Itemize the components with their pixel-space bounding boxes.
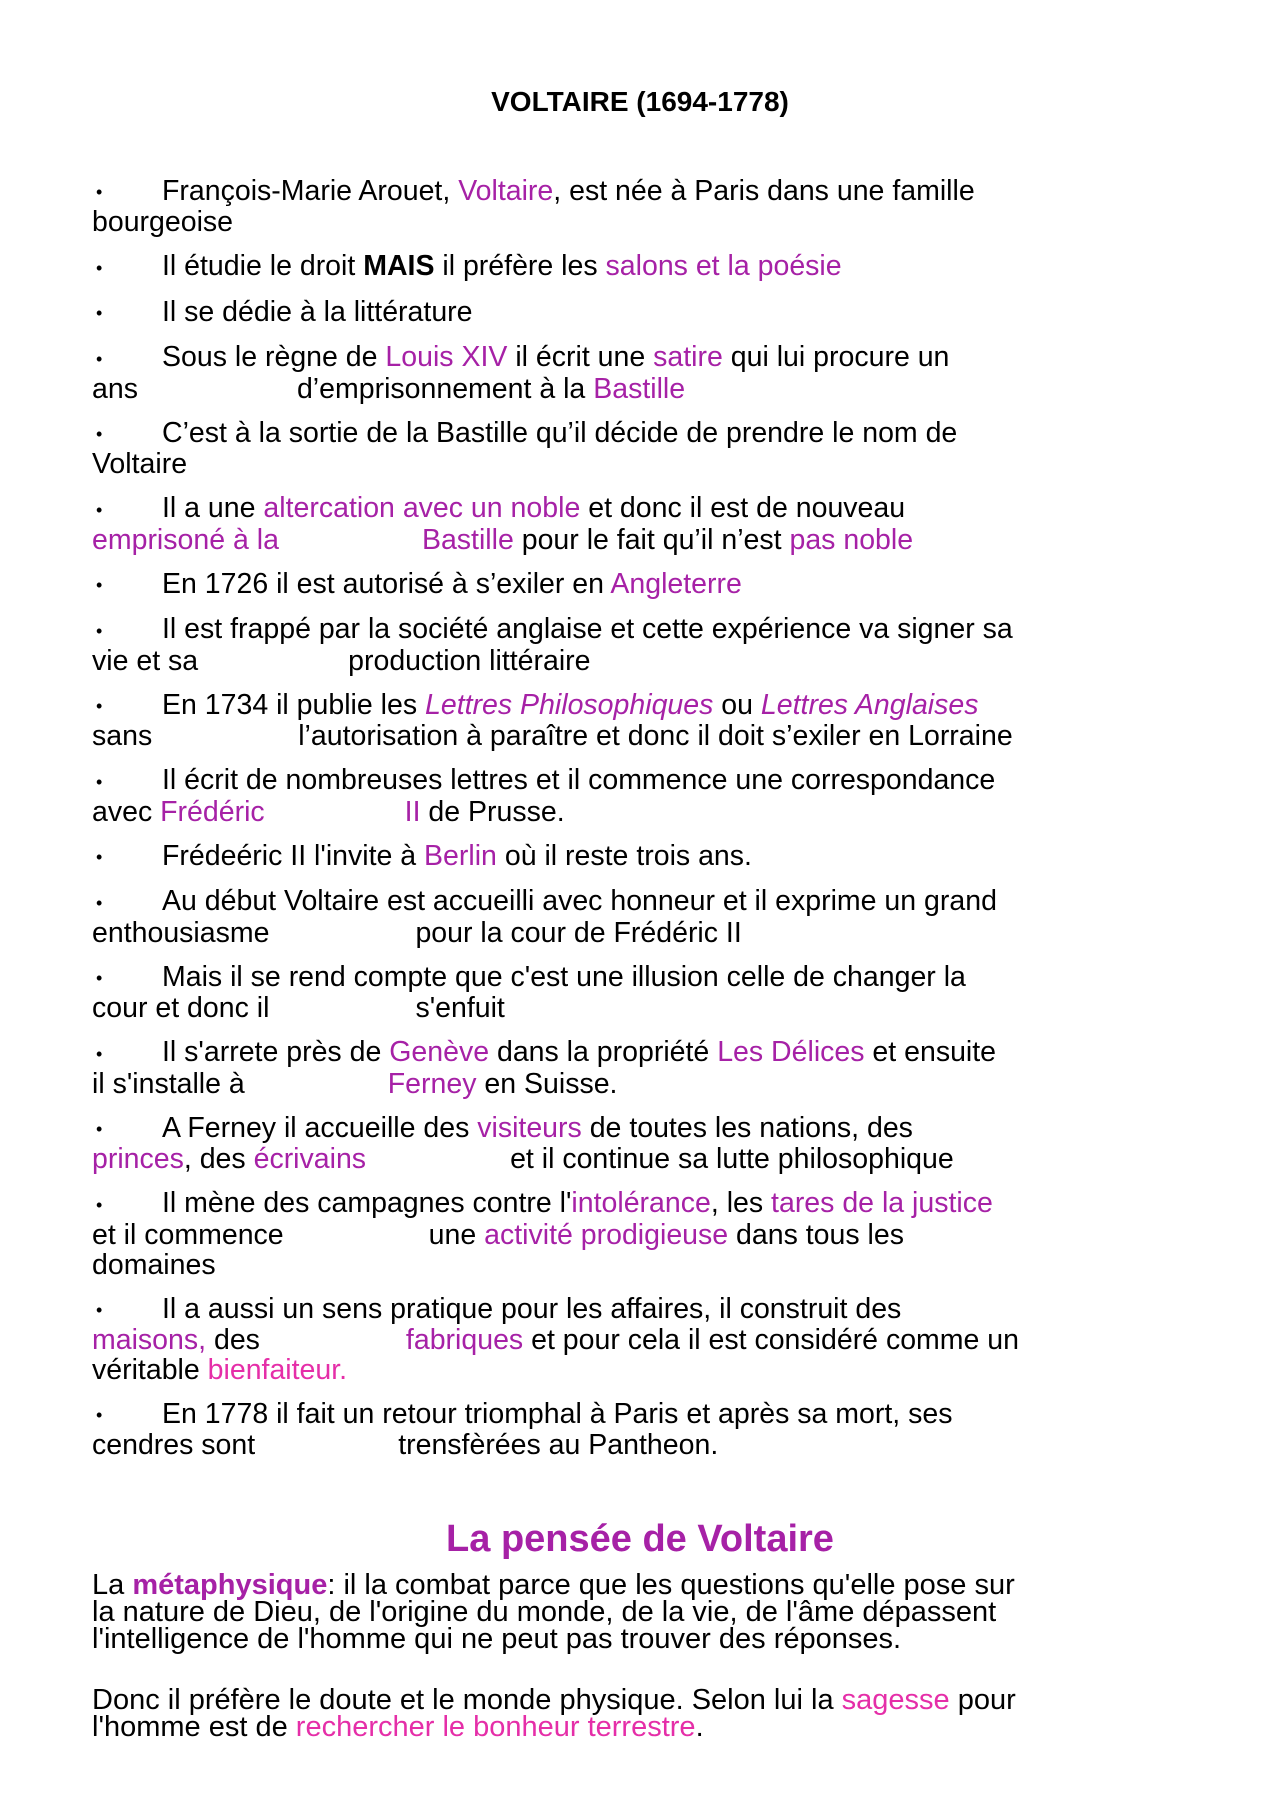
list-item — [92, 418, 1202, 479]
bullet-icon: • — [96, 1119, 103, 1140]
text: Au début Voltaire est accueilli avec honneur et il exprime un grand — [162, 885, 997, 918]
text: Il a une — [162, 492, 264, 525]
text: pour — [949, 1684, 1016, 1716]
text: François-Marie Arouet, — [162, 175, 459, 207]
bullet-icon: • — [96, 968, 103, 989]
text: il écrit une — [507, 341, 654, 374]
text: avec — [92, 795, 161, 828]
text: production littéraire — [348, 644, 591, 677]
bullet-icon: • — [96, 575, 103, 596]
bold-text: MAIS — [363, 250, 435, 283]
text: , les — [710, 1187, 772, 1220]
paragraph — [92, 1569, 1202, 1655]
text: il préfère les — [434, 250, 606, 283]
text: , est née à Paris dans une famille — [553, 175, 975, 207]
text: Il étudie le droit — [162, 250, 364, 283]
text: s'enfuit — [415, 992, 505, 1025]
text: Il a aussi un sens pratique pour les affaires, il construit des — [162, 1292, 902, 1325]
text: Frédeéric II l'invite à — [162, 839, 425, 872]
text: une — [428, 1218, 485, 1251]
text: Sous le règne de — [162, 341, 386, 374]
list-item — [92, 1188, 1202, 1279]
list-item — [92, 614, 1202, 675]
highlight: altercation avec un noble — [263, 492, 581, 525]
text: l’autorisation à paraître et donc il doit s’exiler en Lorraine — [298, 720, 1013, 753]
text: Mais il se rend compte que c'est une illusion celle de changer la — [162, 960, 966, 993]
text: et il continue sa lutte philosophique — [510, 1143, 954, 1176]
highlight: tares de la justice — [771, 1187, 993, 1220]
highlight: Ferney — [387, 1067, 477, 1100]
text: En 1726 il est autorisé à s’exiler en — [162, 567, 611, 600]
text: de toutes les nations, des — [581, 1111, 913, 1144]
text: En 1778 il fait un retour triomphal à Paris et après sa mort, ses — [162, 1397, 953, 1430]
text: Il s'arrete près de — [162, 1036, 390, 1069]
highlight: Bastille — [421, 523, 514, 556]
highlight: Lettres Anglaises — [760, 688, 979, 721]
list-item — [92, 251, 1202, 282]
bullet-icon: • — [96, 1194, 103, 1215]
text: A Ferney il accueille des — [162, 1111, 478, 1144]
text: Il se dédie à la littérature — [162, 295, 473, 328]
text: dans tous les — [728, 1218, 904, 1251]
bullet-icon: • — [96, 620, 103, 641]
list-item — [92, 690, 1202, 751]
text: et il commence — [92, 1218, 284, 1251]
highlight: Bastille — [593, 372, 686, 405]
highlight: rechercher le bonheur terrestre — [295, 1711, 696, 1743]
text: En 1734 il publie les — [162, 688, 426, 721]
text: Donc il préfère le doute et le monde physique. Selon lui la — [92, 1684, 842, 1716]
highlight: princes — [92, 1143, 184, 1176]
highlight: pas noble — [789, 523, 914, 556]
text: d’emprisonnement à la — [296, 372, 594, 405]
highlight: Genève — [389, 1036, 490, 1069]
text: : il la combat parce que les questions qu'elle pose sur — [327, 1569, 1015, 1601]
text: l'homme est de — [92, 1711, 296, 1743]
text: pour la cour de Frédéric II — [415, 916, 742, 949]
text: C’est à la sortie de la Bastille qu’il décide de prendre le nom de — [162, 416, 958, 449]
bullet-icon: • — [96, 1405, 103, 1426]
text: cendres sont — [92, 1429, 256, 1462]
highlight: visiteurs — [477, 1111, 582, 1144]
highlight: bienfaiteur. — [207, 1353, 348, 1386]
text: Voltaire — [92, 448, 188, 481]
highlight: satire — [653, 341, 723, 374]
text: de Prusse. — [420, 795, 565, 828]
text: dans la propriété — [489, 1036, 718, 1069]
text: trensfèrées au Pantheon. — [398, 1429, 719, 1462]
bullet-list — [92, 176, 1202, 1474]
bullet-icon: • — [96, 303, 103, 324]
text: Il écrit de nombreuses lettres et il commence une correspondance — [162, 764, 996, 797]
text: la nature de Dieu, de l'origine du monde, de la vie, de l'âme dépassent — [92, 1596, 997, 1628]
list-item — [92, 1294, 1202, 1385]
text: enthousiasme — [92, 916, 270, 949]
text: et pour cela il est considéré comme un — [523, 1323, 1019, 1356]
text: Il est frappé par la société anglaise et cette expérience va signer sa — [162, 613, 1013, 646]
text: et donc il est de nouveau — [580, 492, 906, 525]
text: cour et donc il — [92, 992, 270, 1025]
highlight: sagesse — [841, 1684, 950, 1716]
list-item — [92, 841, 1202, 872]
highlight: Louis XIV — [385, 341, 508, 374]
bullet-icon: • — [96, 847, 103, 868]
list-item — [92, 176, 1202, 237]
bullet-icon: • — [96, 1043, 103, 1064]
text: Il mène des campagnes contre l' — [162, 1187, 572, 1220]
text: et ensuite — [864, 1036, 997, 1069]
highlight: intolérance — [571, 1187, 711, 1220]
highlight: salons et la poésie — [605, 250, 842, 283]
highlight: Les Délices — [717, 1036, 865, 1069]
highlight: maisons, — [92, 1323, 207, 1356]
highlight: écrivains — [253, 1143, 367, 1176]
highlight: II — [404, 795, 421, 828]
highlight: Lettres Philosophiques — [425, 688, 714, 721]
section-title: La pensée de Voltaire — [446, 1518, 834, 1560]
list-item — [92, 886, 1202, 947]
text: La — [92, 1569, 133, 1601]
list-item — [92, 569, 1202, 600]
bullet-icon: • — [96, 1299, 103, 1320]
bullet-icon: • — [96, 182, 103, 203]
text: l'intelligence de l'homme qui ne peut pas trouver des réponses. — [92, 1623, 902, 1655]
list-item — [92, 962, 1202, 1023]
bullet-icon: • — [96, 424, 103, 445]
list-item — [92, 1113, 1202, 1174]
text: où il reste trois ans. — [496, 839, 752, 872]
text: qui lui procure un — [722, 341, 950, 374]
bullet-icon: • — [96, 892, 103, 913]
list-item — [92, 1037, 1202, 1098]
highlight: activité prodigieuse — [484, 1218, 729, 1251]
text: il s'installe à — [92, 1067, 245, 1100]
paragraph — [92, 1684, 1202, 1743]
text: vie et sa — [92, 644, 199, 677]
highlight: Berlin — [424, 839, 497, 872]
bullet-icon: • — [96, 771, 103, 792]
text: des — [206, 1323, 260, 1356]
highlight: Voltaire — [458, 175, 554, 207]
highlight: Frédéric — [160, 795, 265, 828]
page-title: VOLTAIRE (1694-1778) — [491, 86, 789, 117]
list-item — [92, 297, 1202, 328]
bullet-icon: • — [96, 348, 103, 369]
text: en Suisse. — [476, 1067, 618, 1100]
text: pour le fait qu’il n’est — [513, 523, 790, 556]
list-item — [92, 493, 1202, 554]
list-item — [92, 765, 1202, 826]
bullet-icon: • — [96, 499, 103, 520]
text: ou — [713, 688, 761, 721]
text: domaines — [92, 1248, 216, 1281]
highlight: Angleterre — [610, 567, 742, 600]
highlight: métaphysique — [132, 1569, 328, 1601]
text: ans — [92, 372, 138, 405]
text: sans — [92, 720, 153, 753]
text: véritable — [92, 1353, 208, 1386]
list-item — [92, 1399, 1202, 1460]
highlight: emprisoné à la — [92, 523, 279, 556]
text: . — [695, 1711, 704, 1743]
bullet-icon: • — [96, 696, 103, 717]
text: , des — [183, 1143, 254, 1176]
highlight: fabriques — [405, 1323, 524, 1356]
list-item — [92, 342, 1202, 403]
text: bourgeoise — [92, 206, 234, 239]
bullet-icon: • — [96, 257, 103, 278]
